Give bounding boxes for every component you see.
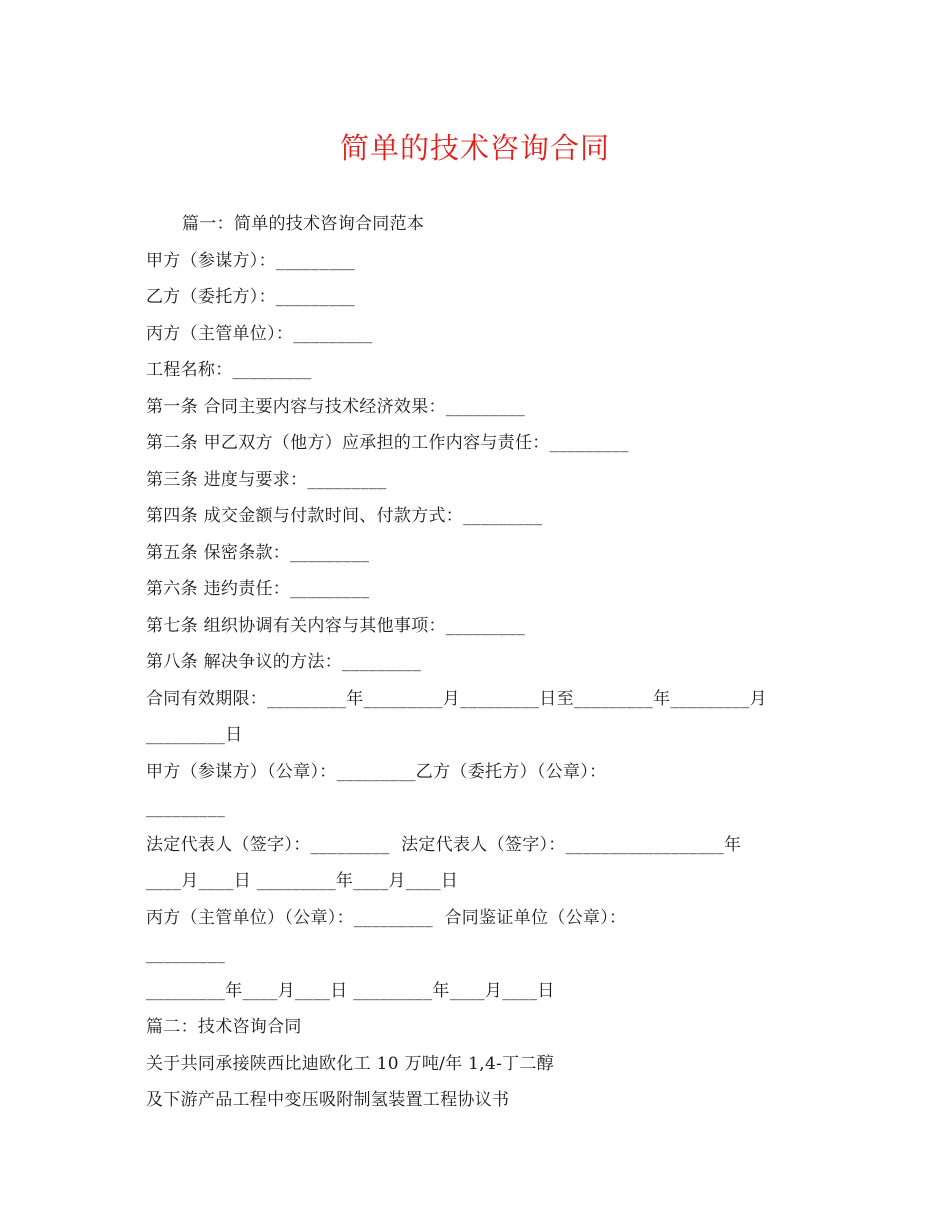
validity-period-line-cont: _________日 bbox=[146, 725, 243, 745]
agreement-title-line-1: 关于共同承接陕西比迪欧化工 10 万吨/年 1,4-丁二醇 bbox=[146, 1053, 555, 1074]
seal-line-c-cont: _________ bbox=[146, 944, 226, 964]
document-body bbox=[146, 206, 826, 1119]
seal-line-c: 丙方（主管单位）（公章）：_________ 合同鉴证单位（公章）： bbox=[146, 907, 627, 928]
article-8-line: 第八条 解决争议的方法：_________ bbox=[146, 652, 422, 672]
party-a-line: 甲方（参谋方）：_________ bbox=[146, 250, 356, 271]
party-c-line: 丙方（主管单位）：_________ bbox=[146, 323, 373, 344]
party-b-line: 乙方（委托方）：_________ bbox=[146, 287, 356, 307]
section-heading-2: 篇二：技术咨询合同 bbox=[146, 1017, 302, 1037]
article-3-line: 第三条 进度与要求：_________ bbox=[146, 469, 387, 490]
agreement-title-line-2: 及下游产品工程中变压吸附制氢装置工程协议书 bbox=[146, 1090, 510, 1110]
document-title: 简单的技术咨询合同 bbox=[339, 131, 610, 165]
article-1-line: 第一条 合同主要内容与技术经济效果：_________ bbox=[146, 396, 526, 417]
seal-date-line: _________年____月____日 _________年____月____日 bbox=[146, 980, 555, 1001]
article-4-line: 第四条 成交金额与付款时间、付款方式：_________ bbox=[146, 506, 543, 526]
article-2-line: 第二条 甲乙双方（他方）应承担的工作内容与责任：_________ bbox=[146, 433, 629, 453]
article-7-line: 第七条 组织协调有关内容与其他事项：_________ bbox=[146, 615, 526, 636]
legal-rep-line: 法定代表人（签字）：_________ 法定代表人（签字）：__________________年 bbox=[146, 834, 742, 855]
seal-line-ab-cont: _________ bbox=[146, 798, 226, 818]
article-5-line: 第五条 保密条款：_________ bbox=[146, 542, 370, 563]
seal-line-ab: 甲方（参谋方）（公章）：_________乙方（委托方）（公章）： bbox=[146, 761, 607, 782]
article-6-line: 第六条 违约责任：_________ bbox=[146, 579, 370, 599]
validity-period-line: 合同有效期限：_________年_________月_________日至_________年_________月 bbox=[146, 688, 767, 709]
section-heading-1: 篇一：简单的技术咨询合同范本 bbox=[182, 214, 425, 234]
legal-rep-date-line: ____月____日 _________年____月____日 bbox=[146, 871, 459, 891]
project-name-line: 工程名称：_________ bbox=[146, 360, 312, 380]
